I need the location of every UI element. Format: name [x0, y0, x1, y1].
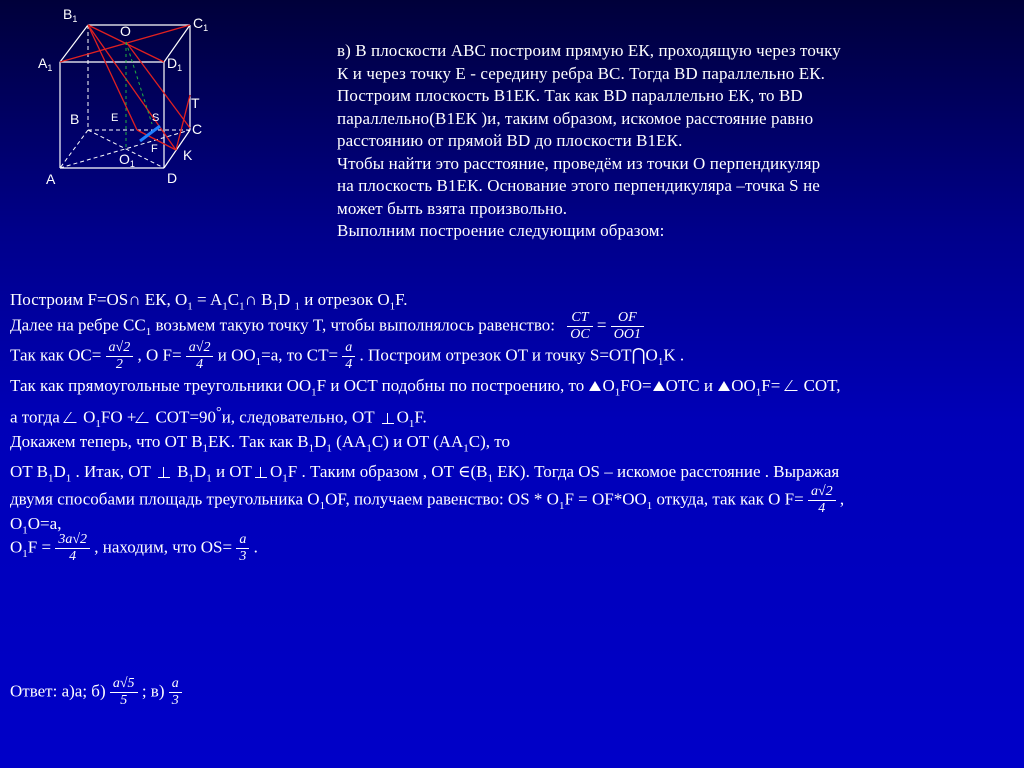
- paragraph-line: может быть взята произвольно.: [337, 198, 568, 218]
- perpendicular-icon: [255, 467, 267, 478]
- label-D1: $D_1$: [167, 55, 183, 73]
- paragraph-line: К и через точку Е - середину ребра ВС. Тогда BD параллельно ЕК.: [337, 63, 826, 83]
- label-O: O: [120, 23, 131, 39]
- fraction: $\frac{a}{3}$: [236, 532, 249, 565]
- label-B: B: [70, 111, 80, 127]
- fraction: $\frac{a√2}{2}$: [106, 340, 134, 373]
- fraction: $\frac{a√2}{4}$: [186, 340, 214, 373]
- label-O1: $O_1$: [119, 151, 135, 169]
- intro-paragraph: [337, 40, 937, 243]
- label-D: D: [167, 170, 178, 186]
- label-K: K: [183, 147, 193, 163]
- perpendicular-icon: [158, 467, 170, 478]
- angle-icon: [784, 380, 805, 391]
- label-B1: $B_1$: [63, 6, 78, 24]
- paragraph-line: Выполним построение следующим образом:: [337, 221, 665, 240]
- label-C1: $C_1$: [193, 15, 209, 33]
- fraction: $\frac{OF}{OO1}$: [611, 310, 644, 343]
- paragraph-line: Построим плоскость В1ЕК. Так как BD параллельно ЕК, то BD: [337, 86, 803, 105]
- answer-line: Ответ: а)a; б) $\frac{a√5}{5}$ ; в) $\frac{a}{3}$: [10, 676, 182, 709]
- paragraph-line: расстоянию от прямой BD до плоскости В1ЕК.: [337, 131, 683, 150]
- label-T: T: [191, 95, 200, 111]
- cube-diagram: [0, 0, 240, 200]
- fraction: $\frac{a}{4}$: [342, 340, 355, 373]
- label-E: E: [111, 112, 119, 124]
- label-F: F: [151, 143, 158, 155]
- paragraph-line: на плоскость В1ЕК. Основание этого перпендикуляра –точка S не: [337, 176, 820, 195]
- triangle-icon: [718, 381, 730, 391]
- fraction: $\frac{a√5}{5}$: [110, 676, 138, 709]
- label-A: A: [46, 171, 56, 187]
- paragraph-line: Чтобы найти это расстояние, проведём из точки О перпендикуляр: [337, 153, 821, 173]
- perpendicular-icon: [382, 413, 394, 424]
- fraction: $\frac{a}{3}$: [169, 676, 182, 709]
- paragraph-line: параллельно(В1ЕК )и, таким образом, искомое расстояние равно: [337, 108, 814, 128]
- solution-line-6: Докажем теперь, что OT $B_1EK$. Так как $B_1D_1$ $(AA_1C)$ и OT $(AA_1C)$, то: [10, 432, 511, 455]
- solution-line-7: OT $B_1D_1$ . Итак, OT $B_1D_1$ и OT $O_1F$ . Таким образом , OT $\in(B_1$ EK). Тогда OS – искомое расстояние . Выражая: [10, 462, 840, 485]
- solution-line-9: $O_1O=a$,: [10, 514, 62, 537]
- fraction: $\frac{3a√2}{4}$: [55, 532, 90, 565]
- solution-line-8: двумя способами площадь треугольника $O_1OF$, получаем равенство: OS * $O_1F = OF*OO_1$ откуда, так как O F= $\frac{a√2}{4}$ ,: [10, 484, 845, 516]
- label-S: S: [152, 112, 160, 124]
- label-A1: $A_1$: [38, 55, 53, 73]
- fraction: $\frac{CT}{OC}$: [567, 310, 592, 343]
- solution-line-2: Далее на ребре $CC_1$ возьмем такую точку T, чтобы выполнялось равенство: $\frac{CT}{OC}$ = $\frac{OF}{OO1}$: [10, 310, 644, 343]
- fraction: $\frac{a√2}{4}$: [808, 484, 836, 517]
- label-C: C: [192, 121, 203, 137]
- solution-line-10: $O_1F$ = $\frac{3a√2}{4}$ , находим, что OS= $\frac{a}{3}$ .: [10, 532, 258, 564]
- triangle-icon: [589, 381, 601, 391]
- angle-icon: [63, 412, 84, 423]
- paragraph-line: в) В плоскости АВС построим прямую ЕК, проходящую через точку: [337, 41, 841, 60]
- solution-line-4: Так как прямоугольные треугольники $OO_1F$ и OCT подобны по построению, то $O_1FO=$ OTC и $OO_1F=$ COT,: [10, 376, 841, 399]
- solution-line-1: Построим F=OS∩ ЕК, $O_1$ = $A_1C_1\cap$ $B_1D$ $_1$ и отрезок $O_1F$.: [10, 290, 408, 313]
- solution-line-5: а тогда $O_1FO + COT=90^\circ и$, следовательно, OT $O_1F$.: [10, 404, 427, 431]
- triangle-icon: [653, 381, 665, 391]
- solution-line-3: Так как OC= $\frac{a√2}{2}$ , O F= $\frac{a√2}{4}$ и $OO_1=a$, то CT= $\frac{a}{4}$ . Построим отрезок OT и точку $S=OT⋂O_1K$ .: [10, 340, 685, 372]
- angle-icon: [136, 412, 157, 423]
